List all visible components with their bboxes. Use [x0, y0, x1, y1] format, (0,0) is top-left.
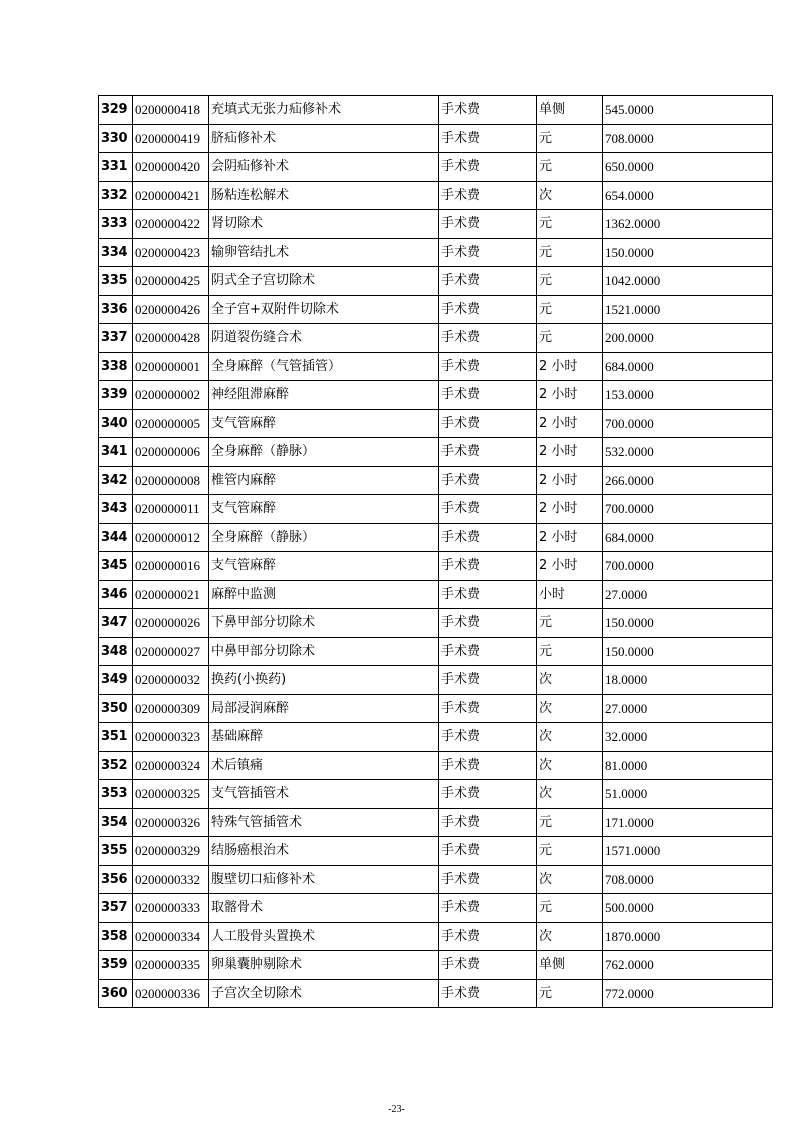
- fee-category: 手术费: [439, 324, 537, 353]
- table-row: [99, 381, 773, 410]
- unit-price: 171.0000: [603, 808, 773, 837]
- table-row: [99, 865, 773, 894]
- fee-category: 手术费: [439, 96, 537, 125]
- billing-unit: 2 小时: [537, 409, 603, 438]
- unit-price: 772.0000: [603, 979, 773, 1008]
- fee-category: 手术费: [439, 381, 537, 410]
- row-number: 354: [99, 808, 133, 837]
- table-row: [99, 780, 773, 809]
- row-number: 343: [99, 495, 133, 524]
- billing-unit: 元: [537, 837, 603, 866]
- row-number: 333: [99, 210, 133, 239]
- fee-category: 手术费: [439, 238, 537, 267]
- unit-price: 32.0000: [603, 723, 773, 752]
- table-row: [99, 153, 773, 182]
- item-name: 麻醉中监测: [209, 580, 439, 609]
- table-row: [99, 808, 773, 837]
- unit-price: 700.0000: [603, 409, 773, 438]
- unit-price: 650.0000: [603, 153, 773, 182]
- item-name: 支气管插管术: [209, 780, 439, 809]
- fee-category: 手术费: [439, 808, 537, 837]
- item-name: 结肠癌根治术: [209, 837, 439, 866]
- row-number: 344: [99, 523, 133, 552]
- fee-category: 手术费: [439, 438, 537, 467]
- item-name: 取髂骨术: [209, 894, 439, 923]
- item-name: 肠粘连松解术: [209, 181, 439, 210]
- item-code: 0200000334: [133, 922, 209, 951]
- row-number: 341: [99, 438, 133, 467]
- item-code: 0200000422: [133, 210, 209, 239]
- billing-unit: 2 小时: [537, 352, 603, 381]
- billing-unit: 元: [537, 210, 603, 239]
- item-name: 阴道裂伤缝合术: [209, 324, 439, 353]
- billing-unit: 2 小时: [537, 495, 603, 524]
- table-row: [99, 637, 773, 666]
- item-name: 换药(小换药): [209, 666, 439, 695]
- item-code: 0200000027: [133, 637, 209, 666]
- table-row: [99, 837, 773, 866]
- row-number: 360: [99, 979, 133, 1008]
- item-code: 0200000323: [133, 723, 209, 752]
- item-name: 腹壁切口疝修补术: [209, 865, 439, 894]
- table-body: [99, 96, 773, 1008]
- item-code: 0200000011: [133, 495, 209, 524]
- billing-unit: 次: [537, 694, 603, 723]
- fee-category: 手术费: [439, 267, 537, 296]
- unit-price: 708.0000: [603, 865, 773, 894]
- billing-unit: 元: [537, 979, 603, 1008]
- item-code: 0200000006: [133, 438, 209, 467]
- unit-price: 1521.0000: [603, 295, 773, 324]
- billing-unit: 元: [537, 324, 603, 353]
- item-name: 全身麻醉（气管插管）: [209, 352, 439, 381]
- fee-category: 手术费: [439, 580, 537, 609]
- item-code: 0200000336: [133, 979, 209, 1008]
- fee-category: 手术费: [439, 723, 537, 752]
- unit-price: 150.0000: [603, 238, 773, 267]
- row-number: 336: [99, 295, 133, 324]
- fee-category: 手术费: [439, 609, 537, 638]
- item-code: 0200000001: [133, 352, 209, 381]
- unit-price: 700.0000: [603, 495, 773, 524]
- billing-unit: 次: [537, 751, 603, 780]
- row-number: 351: [99, 723, 133, 752]
- item-name: 充填式无张力疝修补术: [209, 96, 439, 125]
- table-row: [99, 267, 773, 296]
- item-name: 支气管麻醉: [209, 552, 439, 581]
- item-code: 0200000324: [133, 751, 209, 780]
- unit-price: 708.0000: [603, 124, 773, 153]
- row-number: 347: [99, 609, 133, 638]
- unit-price: 700.0000: [603, 552, 773, 581]
- unit-price: 150.0000: [603, 637, 773, 666]
- item-name: 脐疝修补术: [209, 124, 439, 153]
- item-name: 支气管麻醉: [209, 495, 439, 524]
- item-code: 0200000420: [133, 153, 209, 182]
- row-number: 357: [99, 894, 133, 923]
- billing-unit: 元: [537, 153, 603, 182]
- row-number: 337: [99, 324, 133, 353]
- row-number: 345: [99, 552, 133, 581]
- row-number: 339: [99, 381, 133, 410]
- billing-unit: 元: [537, 808, 603, 837]
- billing-unit: 单侧: [537, 96, 603, 125]
- billing-unit: 元: [537, 124, 603, 153]
- unit-price: 27.0000: [603, 580, 773, 609]
- table-row: [99, 210, 773, 239]
- item-code: 0200000026: [133, 609, 209, 638]
- billing-unit: 2 小时: [537, 466, 603, 495]
- fee-category: 手术费: [439, 495, 537, 524]
- unit-price: 684.0000: [603, 523, 773, 552]
- item-code: 0200000332: [133, 865, 209, 894]
- unit-price: 81.0000: [603, 751, 773, 780]
- fee-category: 手术费: [439, 951, 537, 980]
- fee-category: 手术费: [439, 552, 537, 581]
- table-row: [99, 666, 773, 695]
- unit-price: 51.0000: [603, 780, 773, 809]
- item-name: 局部浸润麻醉: [209, 694, 439, 723]
- row-number: 349: [99, 666, 133, 695]
- item-name: 支气管麻醉: [209, 409, 439, 438]
- table-row: [99, 751, 773, 780]
- table-row: [99, 523, 773, 552]
- table-row: [99, 609, 773, 638]
- item-code: 0200000419: [133, 124, 209, 153]
- billing-unit: 元: [537, 295, 603, 324]
- item-name: 子宫次全切除术: [209, 979, 439, 1008]
- billing-unit: 2 小时: [537, 438, 603, 467]
- item-code: 0200000421: [133, 181, 209, 210]
- row-number: 330: [99, 124, 133, 153]
- row-number: 338: [99, 352, 133, 381]
- item-name: 特殊气管插管术: [209, 808, 439, 837]
- unit-price: 200.0000: [603, 324, 773, 353]
- item-name: 输卵管结扎术: [209, 238, 439, 267]
- billing-unit: 次: [537, 181, 603, 210]
- item-code: 0200000016: [133, 552, 209, 581]
- unit-price: 654.0000: [603, 181, 773, 210]
- item-name: 人工股骨头置换术: [209, 922, 439, 951]
- table-row: [99, 352, 773, 381]
- row-number: 353: [99, 780, 133, 809]
- item-code: 0200000426: [133, 295, 209, 324]
- billing-unit: 元: [537, 894, 603, 923]
- unit-price: 1870.0000: [603, 922, 773, 951]
- item-code: 0200000005: [133, 409, 209, 438]
- item-code: 0200000335: [133, 951, 209, 980]
- page-number: -23-: [388, 1104, 405, 1115]
- unit-price: 1042.0000: [603, 267, 773, 296]
- fee-category: 手术费: [439, 409, 537, 438]
- fee-category: 手术费: [439, 210, 537, 239]
- item-code: 0200000012: [133, 523, 209, 552]
- table-row: [99, 124, 773, 153]
- table-row: [99, 495, 773, 524]
- item-name: 基础麻醉: [209, 723, 439, 752]
- fee-category: 手术费: [439, 666, 537, 695]
- unit-price: 27.0000: [603, 694, 773, 723]
- billing-unit: 元: [537, 637, 603, 666]
- row-number: 340: [99, 409, 133, 438]
- table-row: [99, 894, 773, 923]
- table-row: [99, 723, 773, 752]
- item-name: 全身麻醉（静脉）: [209, 438, 439, 467]
- item-name: 卵巢囊肿剔除术: [209, 951, 439, 980]
- table-row: [99, 951, 773, 980]
- item-name: 椎管内麻醉: [209, 466, 439, 495]
- item-name: 下鼻甲部分切除术: [209, 609, 439, 638]
- item-code: 0200000008: [133, 466, 209, 495]
- item-code: 0200000333: [133, 894, 209, 923]
- table-row: [99, 295, 773, 324]
- row-number: 335: [99, 267, 133, 296]
- fee-category: 手术费: [439, 637, 537, 666]
- unit-price: 762.0000: [603, 951, 773, 980]
- billing-unit: 元: [537, 267, 603, 296]
- billing-unit: 单侧: [537, 951, 603, 980]
- fee-category: 手术费: [439, 922, 537, 951]
- table-row: [99, 979, 773, 1008]
- fee-category: 手术费: [439, 780, 537, 809]
- fee-category: 手术费: [439, 523, 537, 552]
- row-number: 350: [99, 694, 133, 723]
- item-name: 中鼻甲部分切除术: [209, 637, 439, 666]
- table-row: [99, 922, 773, 951]
- item-code: 0200000428: [133, 324, 209, 353]
- fee-category: 手术费: [439, 352, 537, 381]
- billing-unit: 小时: [537, 580, 603, 609]
- item-code: 0200000418: [133, 96, 209, 125]
- table-row: [99, 580, 773, 609]
- fee-category: 手术费: [439, 295, 537, 324]
- row-number: 358: [99, 922, 133, 951]
- unit-price: 266.0000: [603, 466, 773, 495]
- table-row: [99, 96, 773, 125]
- item-code: 0200000329: [133, 837, 209, 866]
- item-name: 全身麻醉（静脉）: [209, 523, 439, 552]
- row-number: 334: [99, 238, 133, 267]
- item-code: 0200000021: [133, 580, 209, 609]
- billing-unit: 次: [537, 780, 603, 809]
- fee-category: 手术费: [439, 865, 537, 894]
- item-code: 0200000309: [133, 694, 209, 723]
- fee-category: 手术费: [439, 694, 537, 723]
- unit-price: 532.0000: [603, 438, 773, 467]
- billing-unit: 2 小时: [537, 523, 603, 552]
- table-row: [99, 466, 773, 495]
- row-number: 348: [99, 637, 133, 666]
- table-row: [99, 181, 773, 210]
- billing-unit: 次: [537, 922, 603, 951]
- billing-unit: 元: [537, 238, 603, 267]
- fee-category: 手术费: [439, 466, 537, 495]
- item-code: 0200000325: [133, 780, 209, 809]
- table-row: [99, 409, 773, 438]
- fee-category: 手术费: [439, 181, 537, 210]
- row-number: 331: [99, 153, 133, 182]
- unit-price: 684.0000: [603, 352, 773, 381]
- row-number: 352: [99, 751, 133, 780]
- billing-unit: 2 小时: [537, 381, 603, 410]
- billing-unit: 次: [537, 865, 603, 894]
- item-code: 0200000425: [133, 267, 209, 296]
- billing-unit: 元: [537, 609, 603, 638]
- table-row: [99, 552, 773, 581]
- table-row: [99, 324, 773, 353]
- row-number: 346: [99, 580, 133, 609]
- fee-table: [98, 95, 773, 1008]
- item-name: 术后镇痛: [209, 751, 439, 780]
- item-name: 会阴疝修补术: [209, 153, 439, 182]
- fee-category: 手术费: [439, 124, 537, 153]
- fee-category: 手术费: [439, 751, 537, 780]
- unit-price: 545.0000: [603, 96, 773, 125]
- item-code: 0200000002: [133, 381, 209, 410]
- row-number: 332: [99, 181, 133, 210]
- row-number: 342: [99, 466, 133, 495]
- row-number: 329: [99, 96, 133, 125]
- unit-price: 1571.0000: [603, 837, 773, 866]
- item-code: 0200000423: [133, 238, 209, 267]
- item-name: 阴式全子宫切除术: [209, 267, 439, 296]
- billing-unit: 2 小时: [537, 552, 603, 581]
- row-number: 356: [99, 865, 133, 894]
- table-row: [99, 238, 773, 267]
- item-name: 全子宫+双附件切除术: [209, 295, 439, 324]
- fee-category: 手术费: [439, 153, 537, 182]
- item-name: 肾切除术: [209, 210, 439, 239]
- unit-price: 153.0000: [603, 381, 773, 410]
- unit-price: 500.0000: [603, 894, 773, 923]
- billing-unit: 次: [537, 666, 603, 695]
- fee-category: 手术费: [439, 979, 537, 1008]
- billing-unit: 次: [537, 723, 603, 752]
- item-name: 神经阻滞麻醉: [209, 381, 439, 410]
- table-row: [99, 694, 773, 723]
- unit-price: 18.0000: [603, 666, 773, 695]
- table-row: [99, 438, 773, 467]
- unit-price: 1362.0000: [603, 210, 773, 239]
- row-number: 355: [99, 837, 133, 866]
- item-code: 0200000032: [133, 666, 209, 695]
- item-code: 0200000326: [133, 808, 209, 837]
- fee-category: 手术费: [439, 837, 537, 866]
- unit-price: 150.0000: [603, 609, 773, 638]
- fee-category: 手术费: [439, 894, 537, 923]
- row-number: 359: [99, 951, 133, 980]
